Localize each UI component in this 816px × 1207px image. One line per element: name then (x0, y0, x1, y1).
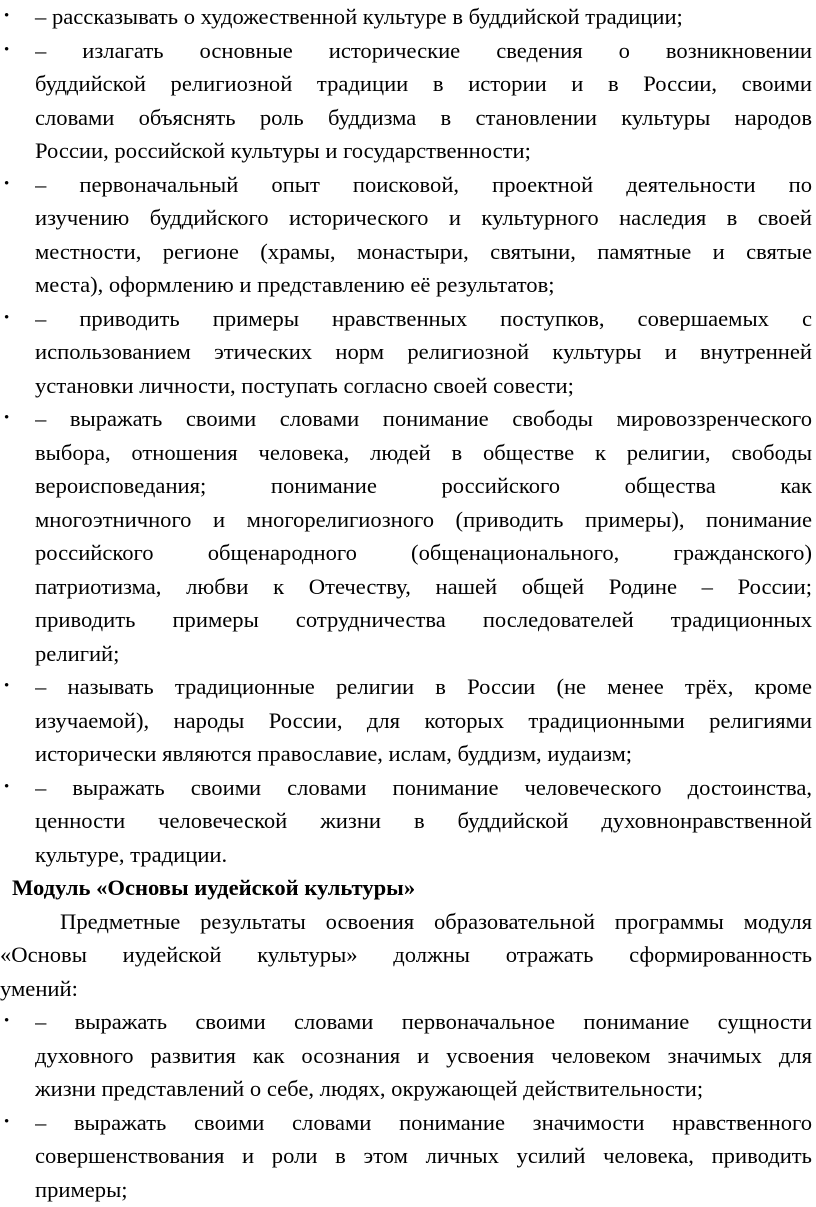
list-item (0, 168, 816, 302)
list-item (0, 302, 816, 403)
text-line: – выражать своими словами понимание свободы мировоззренческого (35, 406, 812, 431)
text-line: буддийской религиозной традиции в истории и в России, своими (35, 71, 812, 96)
list-item (0, 771, 816, 872)
list-item (0, 34, 816, 168)
bullet-icon: • (4, 175, 10, 192)
text-line: жизни представлений о себе, людях, окружающей действительности; (35, 1076, 704, 1101)
bullet-icon: • (4, 678, 10, 694)
text-line: патриотизма, любви к Отечеству, нашей общей Родине – России; (35, 573, 812, 599)
text-line: – излагать основные исторические сведения о возникновении (35, 37, 812, 63)
text-line: примеры; (35, 1176, 128, 1202)
text-line: – рассказывать о художественной культуре в буддийской традиции; (35, 4, 683, 29)
bullet-icon: • (4, 1113, 10, 1130)
text-line: ценности человеческой жизни в буддийской духовнонравственной (35, 808, 812, 833)
text-line: выбора, отношения человека, людей в обществе к религии, свободы (35, 439, 812, 465)
text-line: России, российской культуры и государственности; (35, 138, 531, 163)
text-line: словами объяснять роль буддизма в становлении культуры народов (35, 104, 812, 130)
bullet-icon: • (4, 41, 10, 58)
text-line: исторически являются православие, ислам, буддизм, иудаизм; (35, 741, 633, 766)
bullet-icon: • (4, 309, 10, 326)
bullet-icon: • (4, 778, 10, 795)
text-line: «Основы иудейской культуры» должны отражать сформированность (0, 942, 812, 967)
text-line: установки личности, поступать согласно своей совести; (35, 372, 574, 398)
text-line: духовного развития как осознания и усвоения человеком значимых для (35, 1042, 812, 1068)
text-line: – выражать своими словами первоначальное понимание сущности (35, 1009, 812, 1034)
text-line: – называть традиционные религии в России (не менее трёх, кроме (35, 674, 812, 699)
list-item (0, 1106, 816, 1207)
list-item (0, 0, 816, 34)
bullet-icon: • (4, 410, 10, 426)
text-line: религий; (35, 640, 120, 666)
text-line: культуре, традиции. (35, 841, 228, 867)
bullet-icon: • (4, 1013, 10, 1029)
list-item (0, 1005, 816, 1106)
text-line: места), оформлению и представлению её результатов; (35, 272, 555, 297)
list-item (0, 670, 816, 771)
text-line: использованием этических норм религиозной культуры и внутренней (35, 339, 812, 364)
text-line: – выражать своими словами понимание значимости нравственного (35, 1109, 812, 1135)
text-line: Модуль «Основы иудейской культуры» (12, 875, 416, 900)
text-line: местности, регионе (храмы, монастыри, святыни, памятные и святые (35, 238, 812, 264)
text-line: – выражать своими словами понимание человеческого достоинства, (35, 774, 812, 800)
text-line: вероисповедания; понимание российского общества как (35, 473, 812, 498)
list-item (0, 402, 816, 670)
text-line: изучению буддийского исторического и культурного наследия в своей (35, 205, 812, 230)
text-line: российского общенародного (общенационального, гражданского) (35, 540, 812, 565)
text-line: – приводить примеры нравственных поступков, совершаемых с (35, 305, 812, 331)
text-line: Предметные результаты освоения образовательной программы модуля (60, 908, 812, 934)
paragraph (0, 905, 816, 1006)
text-line: умений: (0, 975, 78, 1001)
bullet-icon: • (4, 8, 10, 24)
text-line: изучаемой), народы России, для которых традиционными религиями (35, 707, 812, 733)
text-line: – первоначальный опыт поисковой, проектной деятельности по (35, 171, 812, 197)
text-line: многоэтничного и многорелигиозного (приводить примеры), понимание (35, 506, 812, 532)
text-line: приводить примеры сотрудничества последователей традиционных (35, 607, 812, 632)
section-heading (0, 871, 816, 905)
text-line: совершенствования и роли в этом личных усилий человека, приводить (35, 1143, 812, 1168)
